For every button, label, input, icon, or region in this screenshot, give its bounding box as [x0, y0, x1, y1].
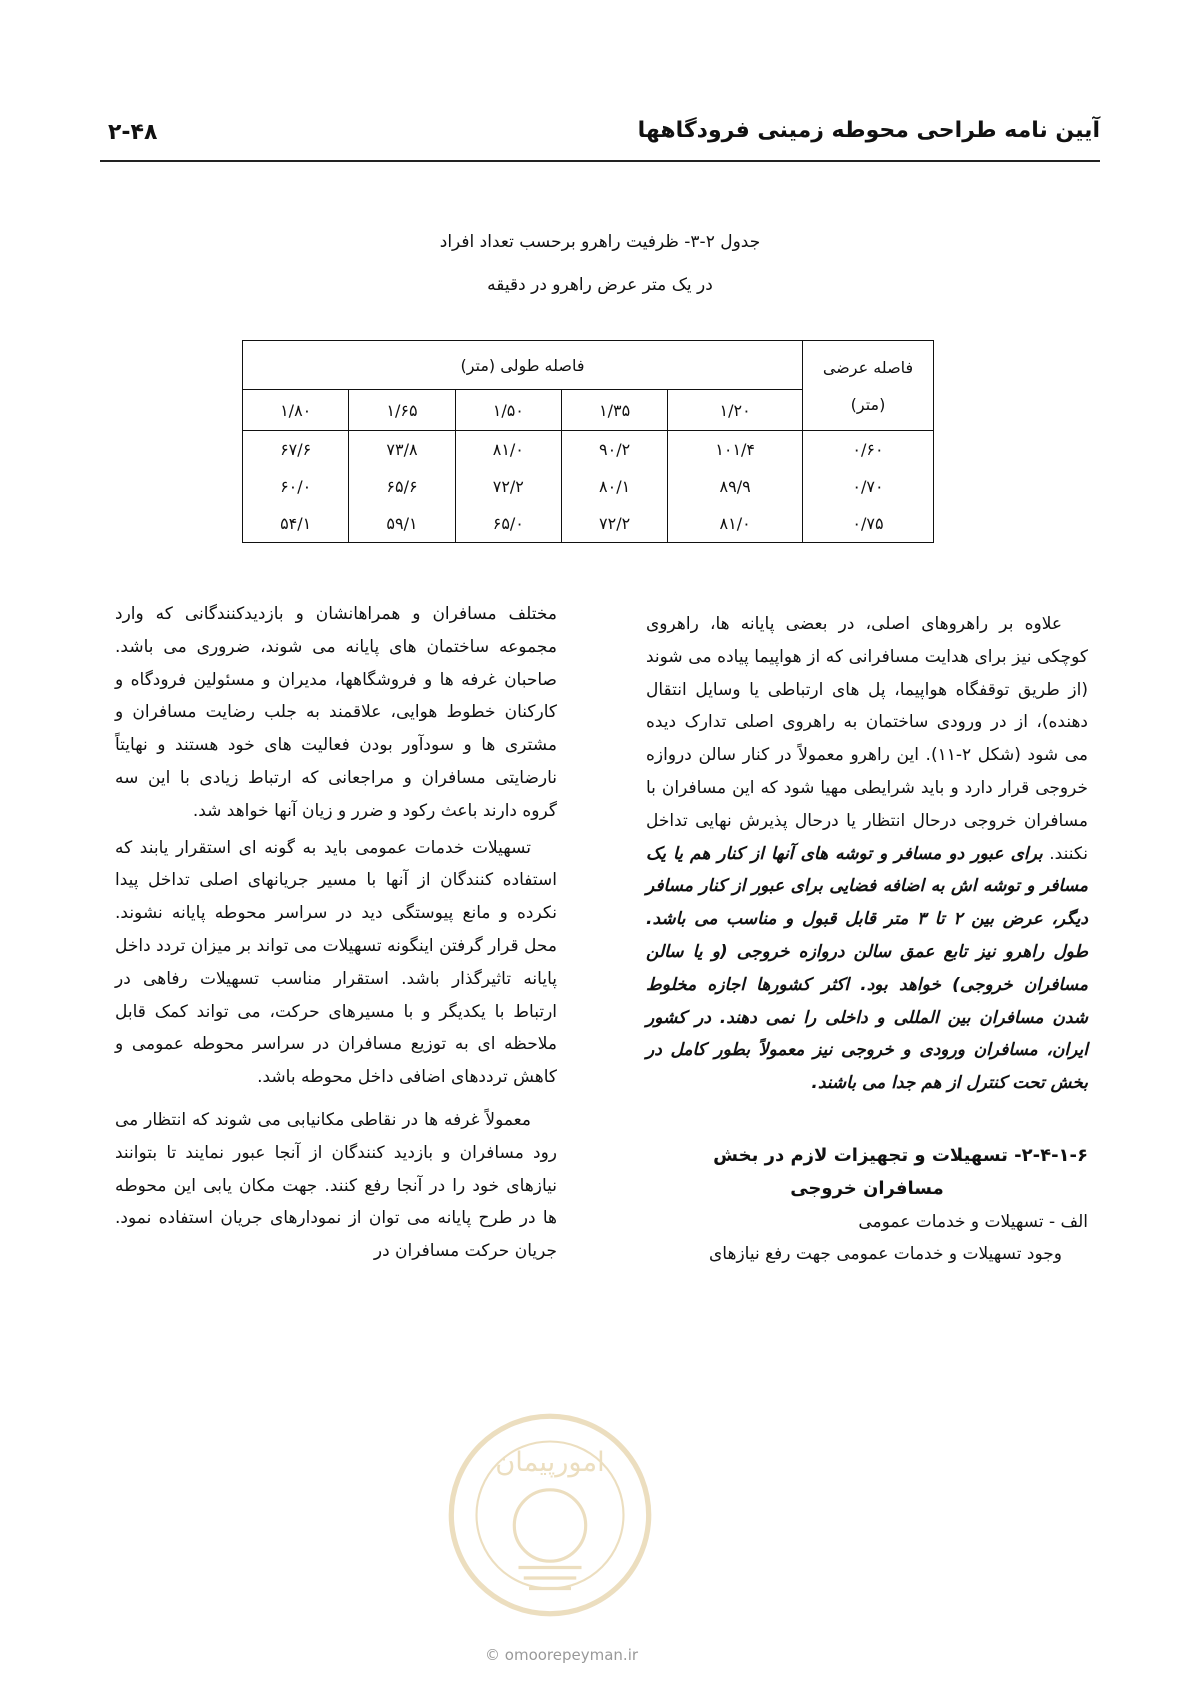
row-header-cell — [803, 341, 934, 431]
row-label: ۰/۶۰ — [803, 431, 934, 469]
section-heading-line1: ۲-۴-۱-۶- تسهیلات و تجهیزات لازم در بخش — [713, 1144, 1088, 1166]
table-row — [243, 505, 934, 543]
body-paragraph: تسهیلات خدمات عمومی باید به گونه ای استقرار یابند که استفاده کنندگان از آنها با مسیر جریانهای اصلی تداخل پیدا نکرده و مانع پیوستگی دید در سراسر محوطه پایانه نشوند. محل قرار گرفتن اینگونه تسهیلات می تواند بر میزان تردد داخل پایانه تاثیرگذار باشد. استقرار مناسب تسهیلات رفاهی در ارتباط با یکدیگر و با مسیرهای حرکت، می تواند کمک قابل ملاحظه ای به توزیع مسافران در سراسر محوطه عمومی و کاهش ترددهای اضافی داخل محوطه باشد. — [115, 837, 557, 1088]
table-cell: ۶۵/۶ — [349, 468, 455, 505]
row-label: ۰/۷۰ — [803, 468, 934, 505]
table-cell: ۹۰/۲ — [561, 431, 667, 469]
table-caption-line2: در یک متر عرض راهرو در دقیقه — [487, 275, 713, 295]
paragraph-text: علاوه بر راهروهای اصلی، در بعضی پایانه ها، راهروی کوچکی نیز برای هدایت مسافرانی که از هواپیما پیاده می شوند (از طریق توقفگاه هواپیما، پل های ارتباطی یا وسایل انتقال دهنده)، از در ورودی ساختمان به راهروی اصلی تدارک دیده می شود (شکل ۲-۱۱). این راهرو معمولاً در کنار سالن دروازه خروجی قرار دارد و باید شرایطی مهیا شود که این مسافران با مسافران خروجی درحال انتظار یا درحال پذیرش نهایی تداخل نکنند. — [646, 614, 1088, 864]
watermark-url-text: omoorepeyman.ir — [504, 1646, 639, 1664]
section-heading-line2: مسافران خروجی — [790, 1177, 944, 1199]
table-cell: ۵۴/۱ — [243, 505, 349, 543]
table-cell: ۷۲/۲ — [455, 468, 561, 505]
row-header-top: فاصله عرضی — [822, 357, 914, 377]
row-label: ۰/۷۵ — [803, 505, 934, 543]
body-paragraph-last-line: وجود تسهیلات و خدمات عمومی جهت رفع نیازهای — [709, 1244, 1062, 1265]
corridor-capacity-table — [242, 340, 934, 543]
seal-text: امورپیمان — [495, 1446, 605, 1478]
body-paragraph: معمولاً غرفه ها در نقاطی مکانیابی می شوند که انتظار می رود مسافران و بازدید کنندگان از آنجا عبور نمایند تا بتوانند نیازهای خود را در آنجا رفع کنند. جهت مکان یابی این محوطه ها در طرح پایانه می توان از نمودارهای جریان استفاده نمود. جریان حرکت مسافران در — [115, 1109, 557, 1262]
page-number: ۲-۴۸ — [108, 120, 158, 145]
body-paragraph: مختلف مسافران و همراهانشان و بازدیدکنندگانی که وارد مجموعه ساختمان های پایانه می شوند، ضروری می باشد. صاحبان غرفه ها و فروشگاهها، مدیران و مسئولین فرودگاه و کارکنان خطوط هوایی، علاقمند به جلب رضایت مسافران و مشتری ها و سودآور بودن فعالیت های خود هستند و نهایتاً نارضایتی مسافران و مراجعانی که ارتباط زیادی با این سه گروه دارند باعث رکود و ضرر و زیان آنها خواهد شد. — [115, 604, 557, 821]
column-header: ۱/۶۵ — [349, 390, 455, 431]
column-header: ۱/۵۰ — [455, 390, 561, 431]
left-text-column — [115, 598, 557, 1268]
watermark-seal — [445, 1410, 655, 1620]
copyright-icon: © — [485, 1646, 500, 1664]
table-cell: ۶۵/۰ — [455, 505, 561, 543]
table-cell: ۸۱/۰ — [668, 505, 803, 543]
table-row — [243, 431, 934, 469]
table-caption-line1: جدول ۲-۳- ظرفیت راهرو برحسب تعداد افراد — [439, 232, 761, 252]
column-header: ۱/۳۵ — [561, 390, 667, 431]
table-cell: ۵۹/۱ — [349, 505, 455, 543]
subheading: الف - تسهیلات و خدمات عمومی — [858, 1211, 1088, 1232]
page-header — [100, 104, 1100, 164]
body-paragraph — [646, 608, 1088, 1100]
table-cell: ۷۳/۸ — [349, 431, 455, 469]
table-cell: ۷۲/۲ — [561, 505, 667, 543]
table-cell: ۶۷/۶ — [243, 431, 349, 469]
book-title: آیین نامه طراحی محوطه زمینی فرودگاهها — [637, 118, 1100, 143]
emphasized-text: برای عبور دو مسافر و توشه های آنها از کنار هم یا یک مسافر و توشه اش به اضافه فضایی برای عبور از کنار مسافر دیگر، عرض بین ۲ تا ۳ متر قابل قبول و مناسب می باشد. طول راهرو نیز تابع عمق سالن دروازه خروجی (و یا سالن مسافران خروجی) خواهد بود. اکثر کشورها اجازه مخلوط شدن مسافران بین المللی و داخلی را نمی دهند. در کشور ایران، مسافران ورودی و خروجی نیز معمولاً بطور کامل در بخش تحت کنترل از هم جدا می باشند. — [646, 843, 1088, 1094]
group-header: فاصله طولی (متر) — [243, 341, 803, 390]
right-text-column — [646, 608, 1088, 1271]
table-cell: ۸۰/۱ — [561, 468, 667, 505]
table-cell: ۸۱/۰ — [455, 431, 561, 469]
header-rule — [100, 160, 1100, 162]
table-cell: ۱۰۱/۴ — [668, 431, 803, 469]
table-cell: ۶۰/۰ — [243, 468, 349, 505]
table-row — [243, 468, 934, 505]
column-header: ۱/۲۰ — [668, 390, 803, 431]
watermark-url — [485, 1646, 638, 1664]
column-header: ۱/۸۰ — [243, 390, 349, 431]
table-cell: ۸۹/۹ — [668, 468, 803, 505]
row-header-bottom: (متر) — [850, 394, 886, 414]
